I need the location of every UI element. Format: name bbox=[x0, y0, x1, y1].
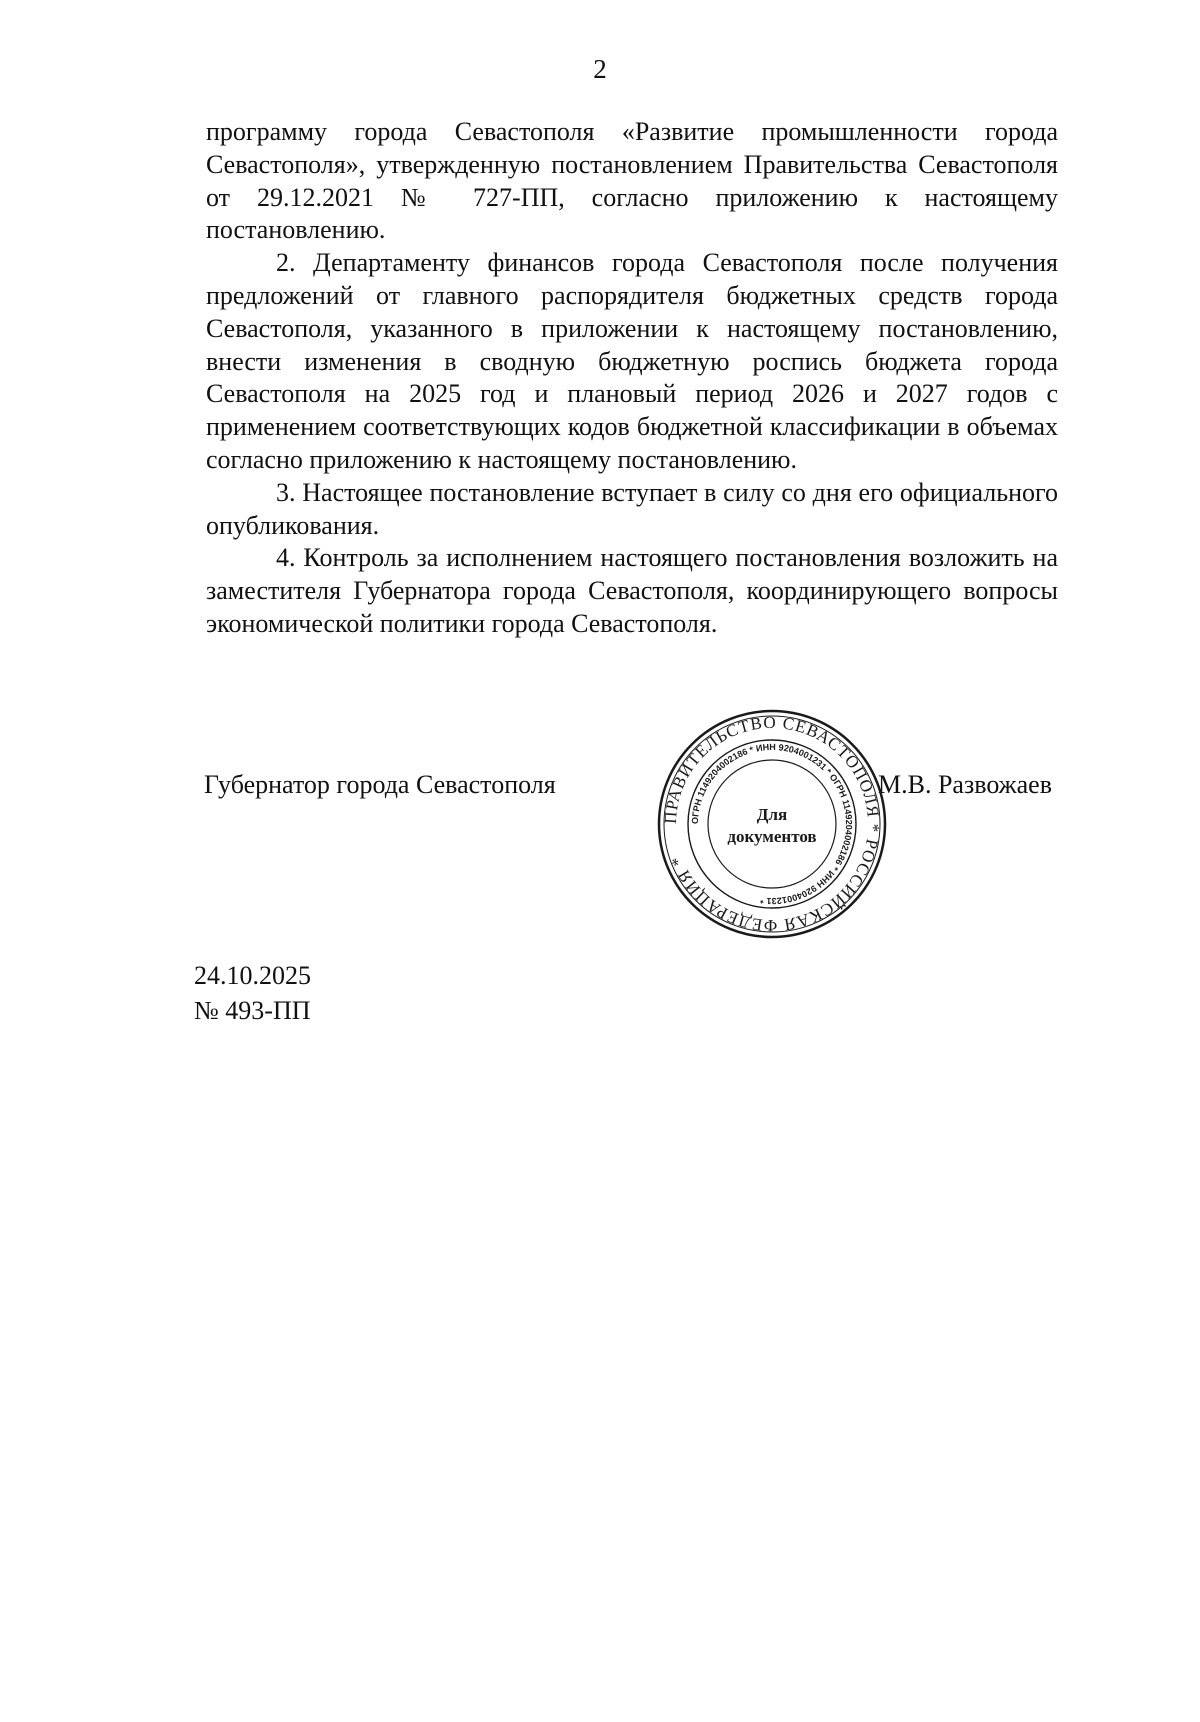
document-body bbox=[206, 116, 1058, 641]
signatory-name: М.В. Развожаев bbox=[877, 770, 1052, 799]
official-seal bbox=[654, 706, 890, 942]
paragraph-3: 3. Настоящее постановление вступает в силу со дня его официального опубликования. bbox=[206, 477, 1058, 540]
svg-text:ОГРН 1149204002186 * ИНН 92040 bbox=[690, 742, 854, 906]
seal-center-line-2: документов bbox=[727, 827, 817, 846]
seal-outer-text: ПРАВИТЕЛЬСТВО СЕВАСТОПОЛЯ * РОССИЙСКАЯ ФЕДЕРАЦИЯ * bbox=[660, 712, 884, 936]
seal-center-line-1: Для bbox=[756, 805, 788, 824]
page-number: 2 bbox=[593, 54, 607, 84]
paragraph-4: 4. Контроль за исполнением настоящего постановления возложить на заместителя Губернатора города Севастополя, координирующего вопросы экономической политики города Севастополя. bbox=[206, 543, 1058, 638]
seal-inner-text: ОГРН 1149204002186 * ИНН 9204001231 * ОГРН 1149204002186 * ИНН 9204001231 * bbox=[689, 741, 855, 907]
document-date: 24.10.2025 bbox=[194, 961, 311, 990]
document-meta bbox=[194, 958, 311, 1028]
seal-graphic bbox=[654, 706, 890, 942]
signatory-title: Губернатор города Севастополя bbox=[204, 770, 556, 799]
paragraph-2: 2. Департаменту финансов города Севастополя после получения предложений от главного распорядителя бюджетных средств города Севастополя, указанного в приложении к настоящему постановлению, внести изменения в сводную бюджетную роспись бюджета города Севастополя на 2025 год и плановый период 2026 и 2027 годов с применением соответствующих кодов бюджетной классификации в объемах согласно приложению к настоящему постановлению. bbox=[206, 248, 1058, 474]
document-number: № 493-ПП bbox=[194, 996, 311, 1025]
paragraph-1-continuation: программу города Севастополя «Развитие промышленности города Севастополя», утвержденную постановлением Правительства Севастополя от 29.12.2021 № 727-ПП, согласно приложению к настоящему постановлению. bbox=[206, 117, 1058, 245]
